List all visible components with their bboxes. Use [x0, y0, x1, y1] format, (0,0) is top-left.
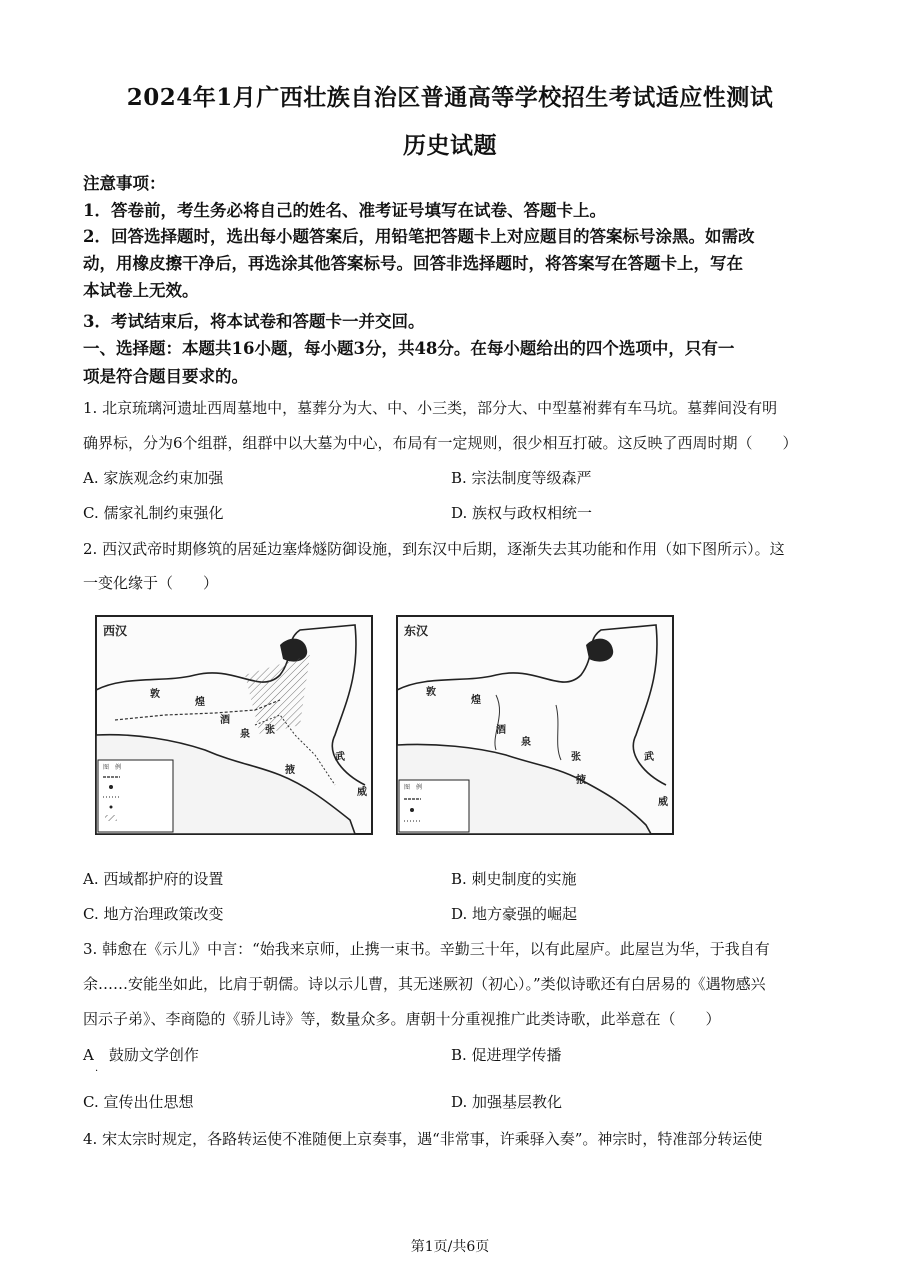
question-3-stem-line-1: 3. 韩愈在《示儿》中言：“始我来京师，止携一束书。辛勤三十年，以有此屋庐。此屋岂为华，于我自有 — [83, 940, 770, 958]
map-right-char-huang: 煌 — [471, 695, 481, 706]
notice-item-1: 1．答卷前，考生务必将自己的姓名、准考证号填写在试卷、答题卡上。 — [83, 201, 606, 220]
stray-dot: · — [95, 1066, 99, 1077]
eastern-han-map — [396, 615, 674, 835]
question-4-stem-line-1: 4. 宋太宗时规定，各路转运使不准随便上京奏事，遇“非常事，许乘驿入奏”。神宗时，特准部分转运使 — [83, 1130, 763, 1148]
question-3-option-d: D. 加强基层教化 — [451, 1093, 563, 1111]
notice-item-3: 3．考试结束后，将本试卷和答题卡一并交回。 — [83, 312, 425, 331]
question-2-stem-line-2: 一变化缘于（ ） — [83, 574, 219, 592]
map-left-char-wei: 威 — [357, 787, 367, 798]
map-right-char-dun: 敦 — [426, 687, 436, 698]
question-2-option-c: C. 地方治理政策改变 — [83, 905, 224, 923]
section-heading-line-2: 项是符合题目要求的。 — [83, 367, 248, 386]
question-2-stem-line-1: 2. 西汉武帝时期修筑的居延边塞烽燧防御设施，到东汉中后期，逐渐失去其功能和作用（如下图所示）。这 — [83, 540, 785, 558]
map-right-char-wu: 武 — [644, 752, 654, 763]
question-1-option-d: D. 族权与政权相统一 — [451, 504, 593, 522]
map-left-title: 西汉 — [103, 624, 128, 638]
question-1-stem-line-2: 确界标，分为6个组群，组群中以大墓为中心，布局有一定规则，很少相互打破。这反映了西周时期（ ） — [83, 434, 798, 452]
question-2-option-a: A. 西域都护府的设置 — [83, 870, 224, 888]
question-3-stem-line-3: 因示子弟》、李商隐的《骄儿诗》等，数量众多。唐朝十分重视推广此类诗歌，此举意在（ ） — [83, 1010, 721, 1028]
question-1-option-a: A. 家族观念约束加强 — [83, 469, 224, 487]
map-left-char-wu: 武 — [335, 752, 345, 763]
exam-title: 2024年1月广西壮族自治区普通高等学校招生考试适应性测试 — [126, 84, 774, 111]
map-left-legend-heading: 图 例 — [103, 764, 122, 771]
question-2-option-b: B. 刺史制度的实施 — [451, 870, 577, 888]
map-right-char-jiu: 酒 — [496, 725, 506, 736]
page-footer: 第1页/共6页 — [410, 1239, 490, 1255]
notice-heading: 注意事项： — [83, 174, 166, 193]
map-right-char-ye: 掖 — [576, 775, 586, 786]
question-3-option-a: A 鼓励文学创作 — [83, 1046, 199, 1064]
map-right-char-wei: 威 — [658, 797, 668, 808]
map-left-char-zhang: 张 — [265, 725, 275, 736]
notice-item-2-line-1: 2．回答选择题时，选出每小题答案后，用铅笔把答题卡上对应题目的答案标号涂黑。如需改 — [83, 227, 755, 246]
map-left-char-quan: 泉 — [240, 729, 250, 740]
question-3-stem-line-2: 余……安能坐如此，比肩于朝儒。诗以示儿曹，其无迷厥初（初心）。”类似诗歌还有白居易的《遇物感兴 — [83, 975, 766, 993]
question-1-option-b: B. 宗法制度等级森严 — [451, 469, 592, 487]
question-1-option-c: C. 儒家礼制约束强化 — [83, 504, 224, 522]
map-left-char-jiu: 酒 — [220, 715, 230, 726]
map-right-legend-heading: 图 例 — [404, 784, 423, 791]
map-left-char-dun: 敦 — [150, 689, 160, 700]
map-left-char-ye: 掖 — [285, 765, 295, 776]
map-right-char-quan: 泉 — [521, 737, 531, 748]
map-right-char-zhang: 张 — [571, 752, 581, 763]
question-3-option-b: B. 促进理学传播 — [451, 1046, 562, 1064]
western-han-map — [95, 615, 373, 835]
question-1-stem-line-1: 1. 北京琉璃河遗址西周墓地中，墓葬分为大、中、小三类，部分大、中型墓袝葬有车马坑。墓葬间没有明 — [83, 399, 778, 417]
map-left-char-huang: 煌 — [195, 697, 205, 708]
exam-subject: 历史试题 — [403, 132, 497, 159]
map-right-title: 东汉 — [404, 624, 429, 638]
question-2-option-d: D. 地方豪强的崛起 — [451, 905, 578, 923]
notice-item-2-line-3: 本试卷上无效。 — [83, 281, 199, 300]
notice-item-2-line-2: 动，用橡皮擦干净后，再选涂其他答案标号。回答非选择题时，将答案写在答题卡上，写在 — [83, 254, 743, 273]
section-heading-line-1: 一、选择题：本题共16小题，每小题3分，共48分。在每小题给出的四个选项中，只有一 — [83, 339, 735, 358]
question-3-option-c: C. 宣传出仕思想 — [83, 1093, 194, 1111]
